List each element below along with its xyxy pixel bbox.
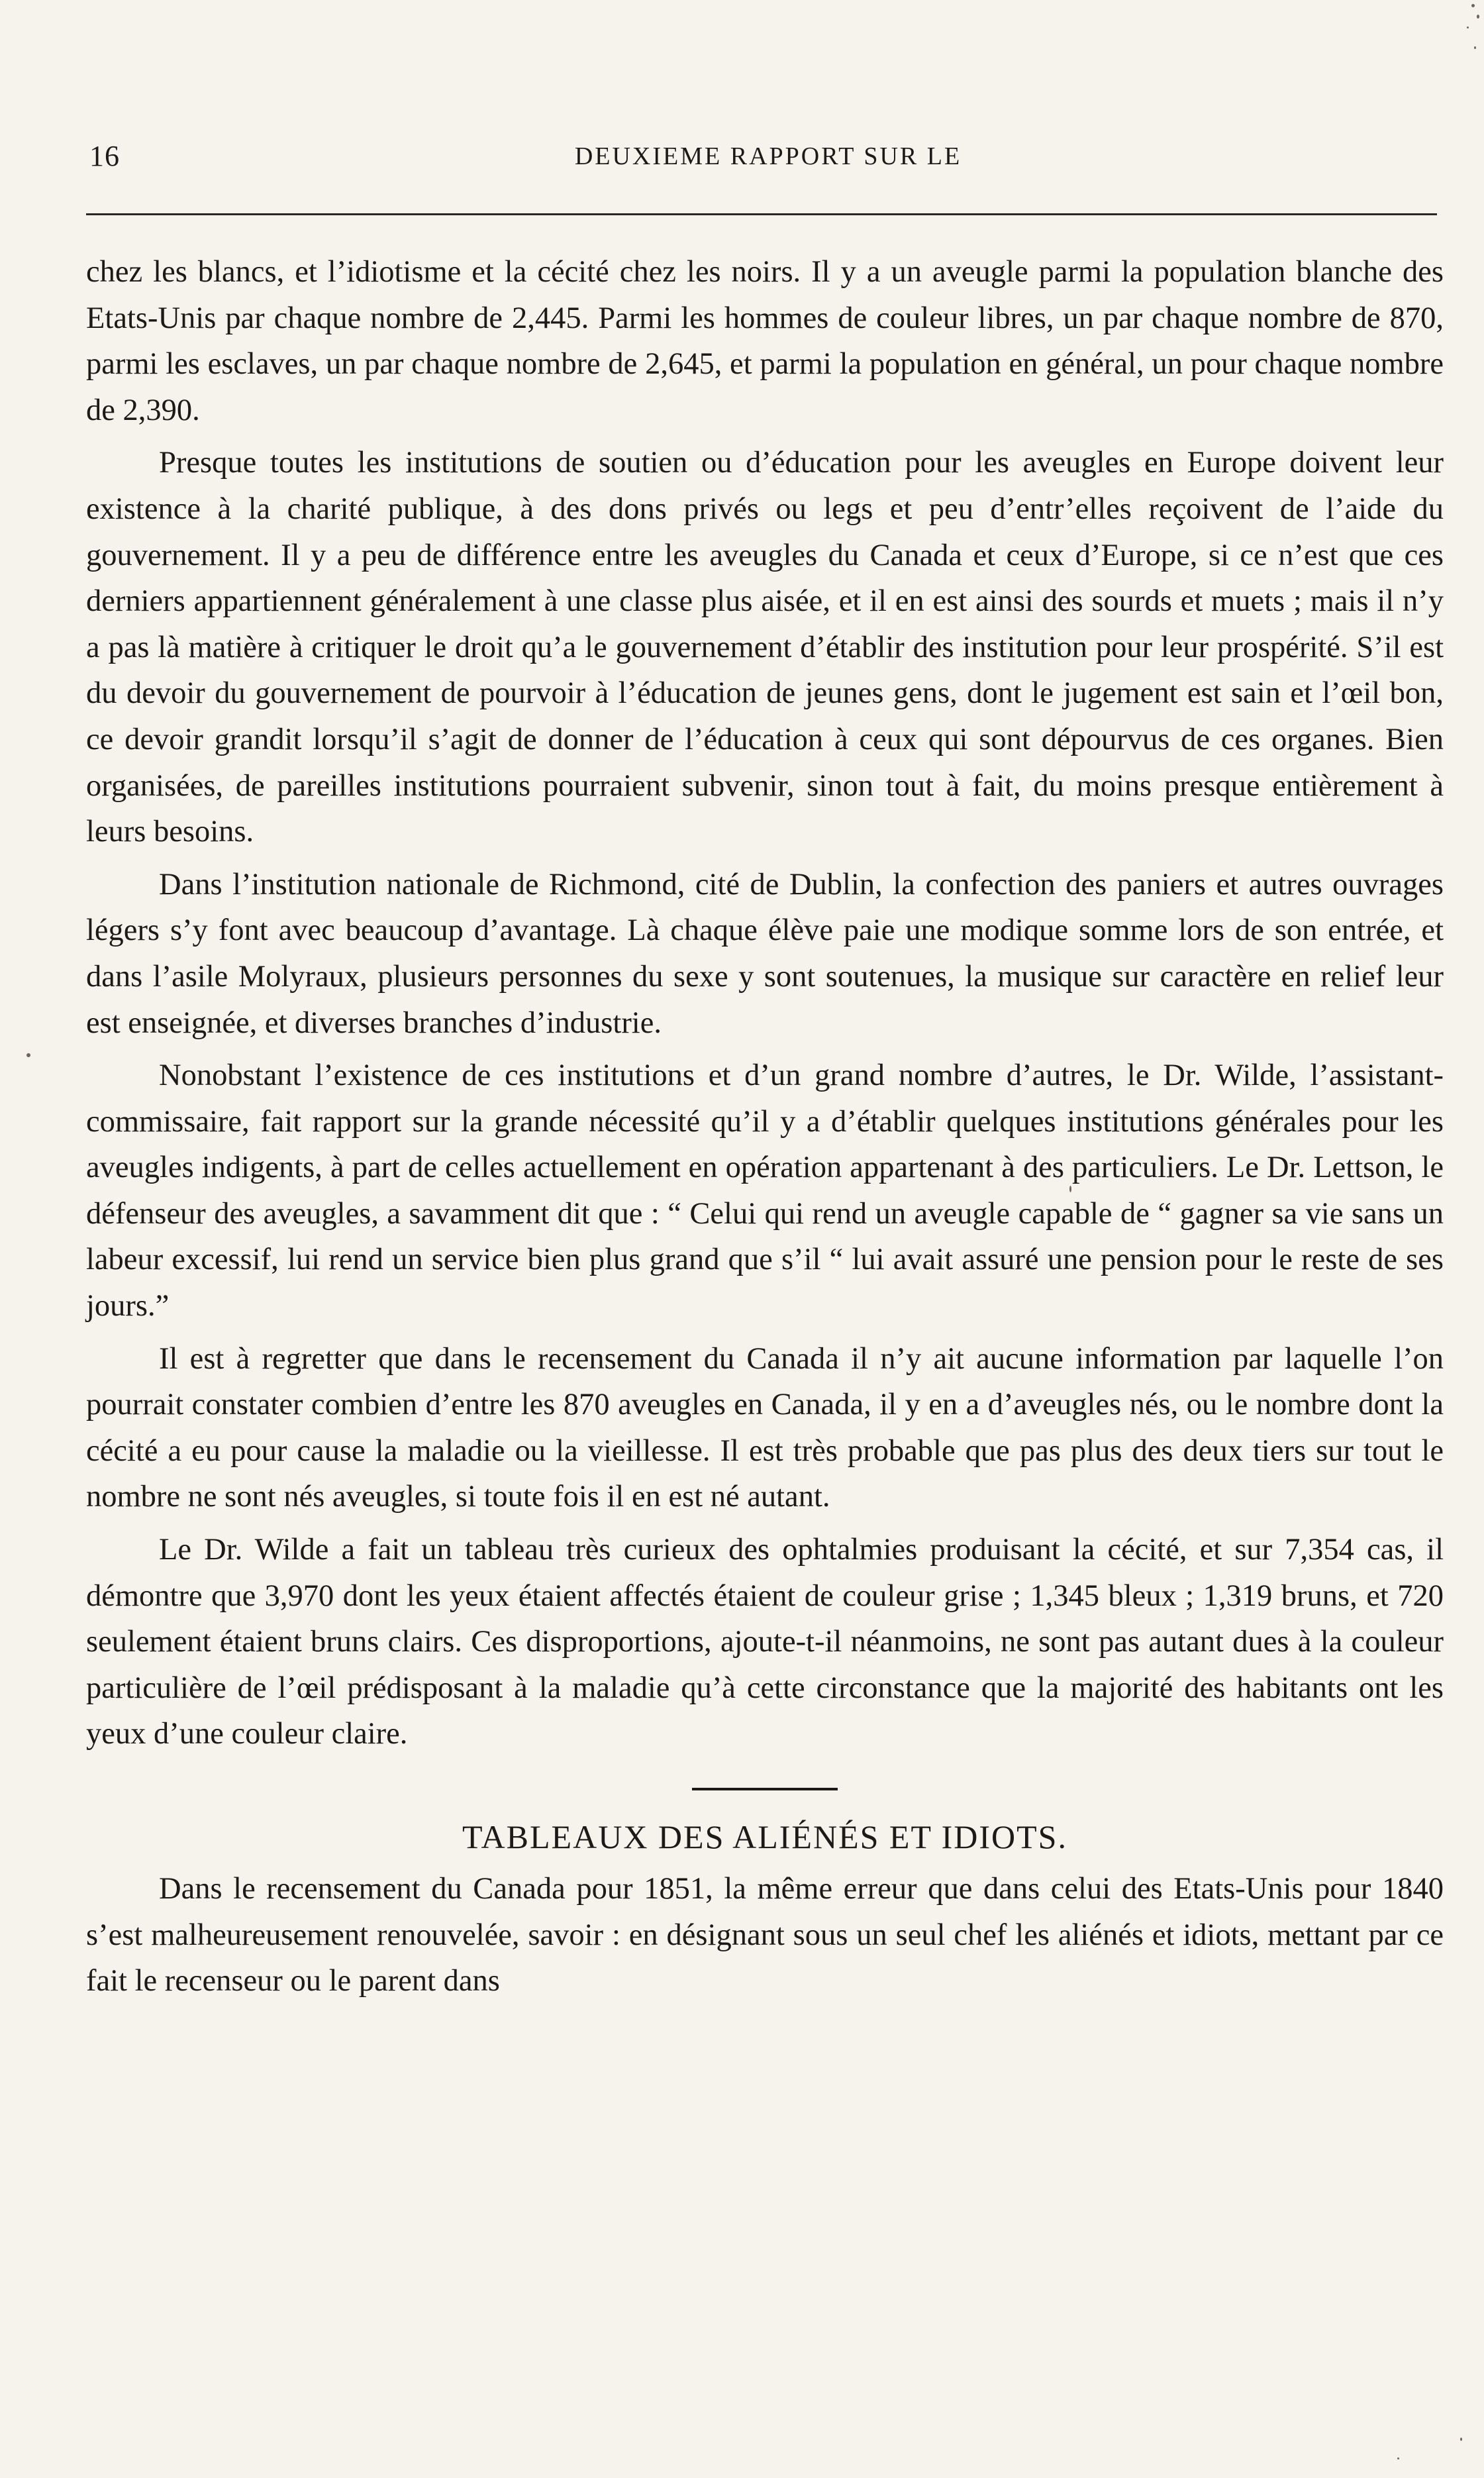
paragraph-census-regret: Il est à regretter que dans le recensement du Canada il n’y ait aucune information par laquelle l’on pourrait constater combien d’entre les 870 aveugles en Canada, il y en a d’aveugles nés, ou le nombre dont la cécité a eu pour cause la maladie ou la vieillesse. Il est très probable que pas plus des deux tiers sur tout le nombre ne sont nés aveugles, si toute fois il en est né autant. [86,1341,1444,1514]
body-text [86,249,1444,2011]
scan-speck [1467,26,1469,28]
paragraph-richmond-institution: Dans l’institution nationale de Richmond, cité de Dublin, la confection des paniers et autres ouvrages légers s’y font avec beaucoup d’avantage. Là chaque élève paie une modique somme lors de son entrée, et dans l’asile Molyraux, plusieurs personnes du sexe y sont soutenues, la musique sur caractère en relief leur est enseignée, et diverses branches d’industrie. [86,867,1444,1040]
paragraph-ophtalmies: Le Dr. Wilde a fait un tableau très curieux des ophtalmies produisant la cécité, et sur 7,354 cas, il démontre que 3,970 dont les yeux étaient affectés étaient de couleur grise ; 1,345 bleux ; 1,319 bruns, et 720 seulement étaient bruns clairs. Ces disproportions, ajoute-t-il néanmoins, ne sont pas autant dues à la couleur particulière de l’œil prédisposant à la maladie qu’à cette circonstance que la majorité des habitants ont les yeux d’une couleur claire. [86,1533,1444,1751]
scan-speck [1397,2457,1399,2459]
section-separator [692,1788,838,1790]
paragraph-section-intro: Dans le recensement du Canada pour 1851, la même erreur que dans celui des Etats-Unis pour 1840 s’est malheureusement renouvelée, savoir : en désignant sous un seul chef les aliénés et idiots, mettant par ce fait le recenseur ou le parent dans [86,1872,1444,1998]
paragraph-continuation: chez les blancs, et l’idiotisme et la cécité chez les noirs. Il y a un aveugle parmi la population blanche des Etats-Unis par chaque nombre de 2,445. Parmi les hommes de couleur libres, un par chaque nombre de 870, parmi les esclaves, un par chaque nombre de 2,645, et parmi la population en général, un pour chaque nombre de 2,390. [86,255,1444,427]
scan-speck [1069,1186,1071,1192]
header-rule [86,213,1437,215]
document-page [86,0,1450,2478]
running-header [86,139,1450,179]
scan-speck [1471,4,1475,7]
section-heading: TABLEAUX DES ALIÉNÉS ET IDIOTS. [462,1818,1067,1855]
page-number: 16 [89,140,120,172]
scan-speck [1460,2438,1462,2441]
scan-speck [1474,46,1476,49]
scan-speck [26,1053,30,1057]
scan-speck [1477,15,1479,19]
paragraph-institutions-europe: Presque toutes les institutions de soutien ou d’éducation pour les aveugles en Europe doivent leur existence à la charité publique, à des dons privés ou legs et peu d’entr’elles reçoivent de l’aide du gouvernement. Il y a peu de différence entre les aveugles du Canada et ceux d’Europe, si ce n’est que ces derniers appartiennent généralement à une classe plus aisée, et il en est ainsi des sourds et muets ; mais il n’y a pas là matière à critiquer le droit qu’a le gouvernement d’établir des institution pour leur prospérité. S’il est du devoir du gouvernement de pourvoir à l’éducation de jeunes gens, dont le jugement est sain et l’œil bon, ce devoir grandit lorsqu’il s’agit de donner de l’éducation à ceux qui sont dépourvus de ces organes. Bien organisées, de pareilles institutions pourraient subvenir, sinon tout à fait, du moins presque entièrement à leurs besoins. [86,446,1444,849]
running-title: DEUXIEME RAPPORT SUR LE [574,142,962,170]
paragraph-dr-wilde-report: Nonobstant l’existence de ces institutions et d’un grand nombre d’autres, le Dr. Wilde, l’assistant-commissaire, fait rapport sur la grande nécessité qu’il y a d’établir quelques institutions générales pour les aveugles indigents, à part de celles actuellement en opération appartenant à des particuliers. Le Dr. Lettson, le défenseur des aveugles, a savamment dit que : “ Celui qui rend un aveugle capable de “ gagner sa vie sans un labeur excessif, lui rend un service bien plus grand que s’il “ lui avait assuré une pension pour le reste de ses jours.” [86,1058,1444,1323]
